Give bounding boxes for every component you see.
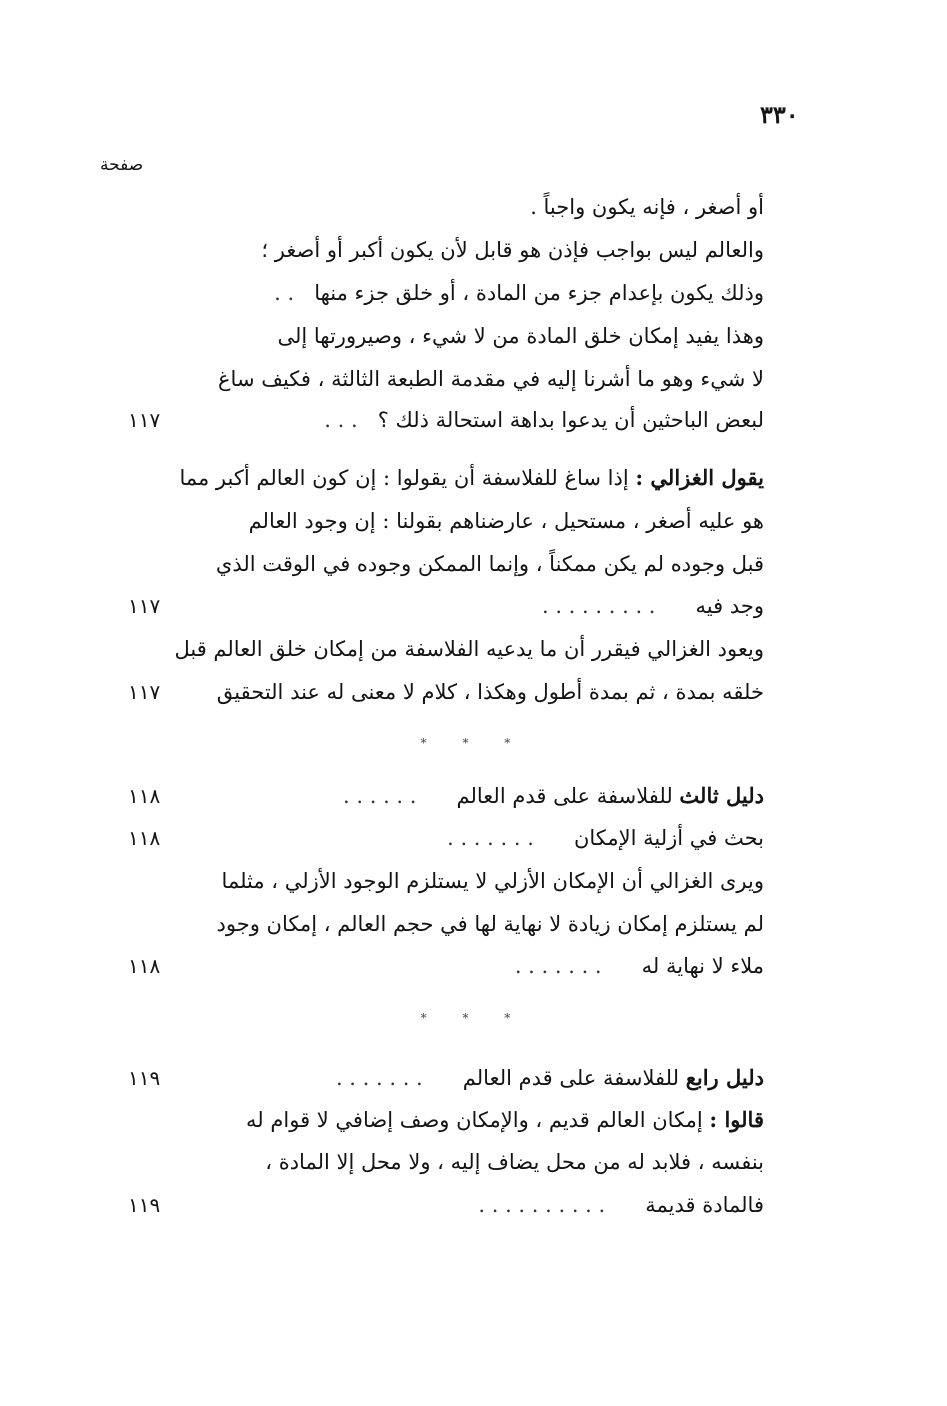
text-line: قالوا : إمكان العالم قديم ، والإمكان وصف إضافي لا قوام له xyxy=(246,1107,764,1132)
text-line: لبعض الباحثين أن يدعوا بداهة استحالة ذلك ؟ . . . xyxy=(324,408,764,432)
page-ref: ١١٩ xyxy=(128,1193,161,1217)
page-ref: ١١٧ xyxy=(128,594,161,618)
lead-phrase: دليل رابع xyxy=(685,1065,764,1090)
text-line: قبل وجوده لم يكن ممكناً ، وإنما الممكن وجوده في الوقت الذي xyxy=(215,552,764,576)
text-line: وهذا يفيد إمكان خلق المادة من لا شيء ، وصيرورتها إلى xyxy=(277,324,764,348)
page-ref: ١١٨ xyxy=(128,826,161,850)
page-number: ٣٣٠ xyxy=(760,100,799,129)
text-line: بنفسه ، فلابد له من محل يضاف إليه ، ولا محل إلا المادة ، xyxy=(265,1150,764,1174)
text-line: وجد فيه . . . . . . . . . xyxy=(541,594,764,618)
page-ref: ١١٨ xyxy=(128,784,161,808)
leader-dots: . . xyxy=(274,281,295,305)
section-separator: * * * xyxy=(420,1011,527,1025)
text-line: ويرى الغزالي أن الإمكان الأزلي لا يستلزم الوجود الأزلي ، مثلما xyxy=(221,869,764,893)
text-line: لم يستلزم إمكان زيادة لا نهاية لها في حجم العالم ، إمكان وجود xyxy=(216,912,764,936)
text-line: دليل ثالث للفلاسفة على قدم العالم . . . . . . xyxy=(343,783,764,808)
text-line: دليل رابع للفلاسفة على قدم العالم . . . . . . . xyxy=(335,1065,764,1090)
text-line: بحث في أزلية الإمكان . . . . . . . xyxy=(447,826,764,850)
text-line: ويعود الغزالي فيقرر أن ما يدعيه الفلاسفة من إمكان خلق العالم قبل xyxy=(174,637,764,661)
lead-phrase: دليل ثالث xyxy=(679,783,764,808)
text-line: أو أصغر ، فإنه يكون واجباً . xyxy=(530,195,764,219)
lead-phrase: يقول الغزالي : xyxy=(635,465,764,490)
page-ref: ١١٧ xyxy=(128,680,161,704)
leader-dots: . . . . . . . . . xyxy=(541,594,656,618)
page-ref: ١١٩ xyxy=(128,1066,161,1090)
text-line: يقول الغزالي : إذا ساغ للفلاسفة أن يقولوا : إن كون العالم أكبر مما xyxy=(179,465,764,490)
text-line: وذلك يكون بإعدام جزء من المادة ، أو خلق جزء منها . . xyxy=(274,281,764,305)
leader-dots: . . . . . . . xyxy=(335,1066,423,1090)
leader-dots: . . . . . . xyxy=(343,784,417,808)
text-line: خلقه بمدة ، ثم بمدة أطول وهكذا ، كلام لا معنى له عند التحقيق xyxy=(216,680,764,704)
text-line: فالمادة قديمة . . . . . . . . . . xyxy=(478,1193,764,1217)
leader-dots: . . . xyxy=(324,408,358,432)
text-line: هو عليه أصغر ، مستحيل ، عارضناهم بقولنا : إن وجود العالم xyxy=(248,509,764,533)
text-line: والعالم ليس بواجب فإذن هو قابل لأن يكون أكبر أو أصغر ؛ xyxy=(261,238,764,262)
text-line: لا شيء وهو ما أشرنا إليه في مقدمة الطبعة الثالثة ، فكيف ساغ xyxy=(218,367,764,391)
lead-phrase: قالوا : xyxy=(709,1107,764,1132)
section-separator: * * * xyxy=(420,736,527,750)
page-ref: ١١٧ xyxy=(128,408,161,432)
leader-dots: . . . . . . . xyxy=(447,826,534,850)
page-ref: ١١٨ xyxy=(128,954,161,978)
leader-dots: . . . . . . . xyxy=(514,954,602,978)
leader-dots: . . . . . . . . . . xyxy=(478,1193,606,1217)
page-column-label: صفحة xyxy=(100,155,144,175)
text-line: ملاء لا نهاية له . . . . . . . xyxy=(514,954,764,978)
